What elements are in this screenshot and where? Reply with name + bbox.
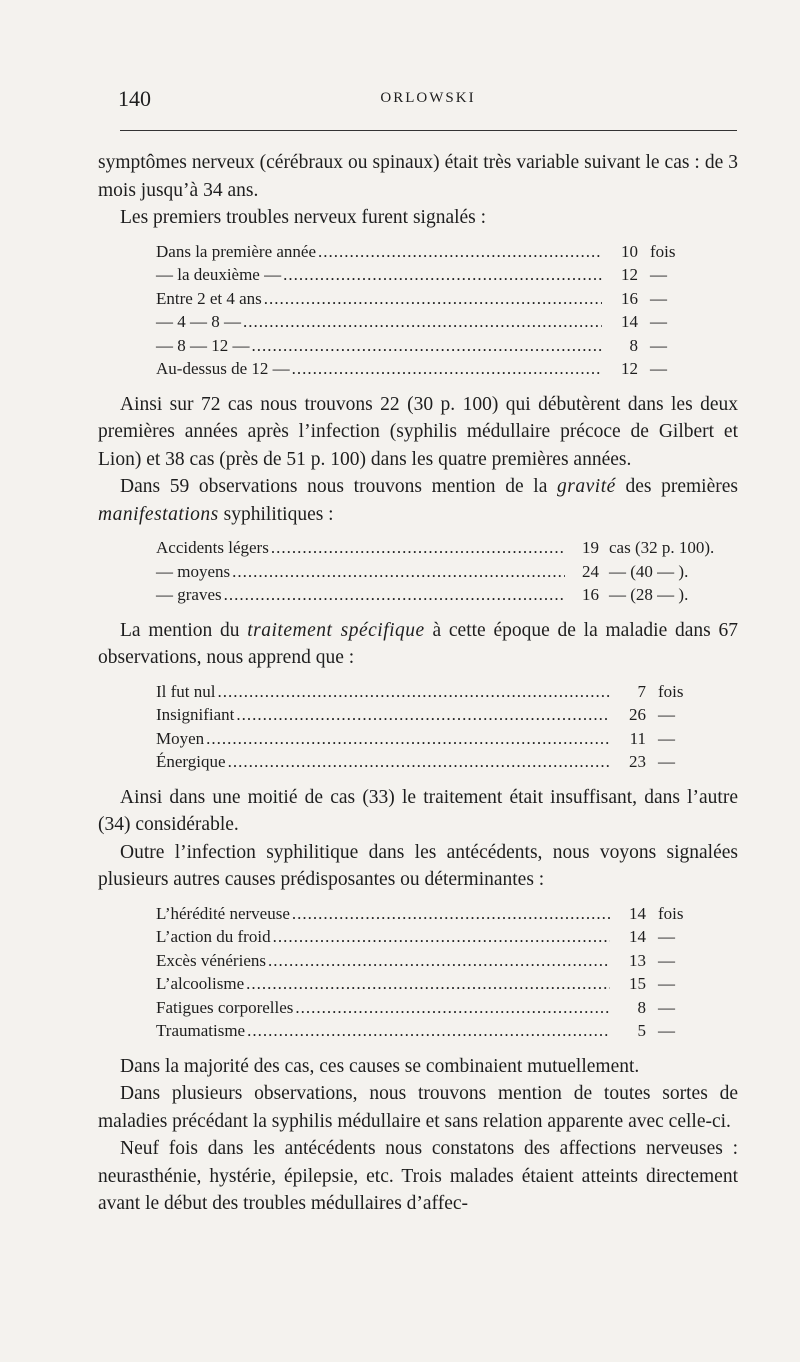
severity-table <box>98 536 741 607</box>
row-unit: — <box>658 927 675 946</box>
row-value: 8 <box>637 997 646 1017</box>
row-label: Fatigues corporelles <box>156 997 294 1017</box>
page-number: 140 <box>118 86 151 111</box>
paragraph-10: Neuf fois dans les antécédents nous constatons des affections nerveuses : neurasthénie, hystérie, épilepsie, etc. Trois malades étaient atteints directement avant le début des troubles médullaires d’affec- <box>98 1138 738 1214</box>
table-row <box>156 750 704 774</box>
row-value: 11 <box>629 728 646 748</box>
paragraph-4 <box>98 473 738 528</box>
row-unit: — <box>658 728 675 748</box>
row-value: 19 <box>582 538 599 557</box>
dot-leader <box>264 287 602 311</box>
row-value: 14 <box>629 927 646 946</box>
row-value: 16 <box>582 585 599 604</box>
paragraph-8: Dans la majorité des cas, ces causes se combinaient mutuellement. <box>120 1055 640 1077</box>
p4-text-a: Dans 59 observations nous trouvons mention de la <box>120 476 558 497</box>
table-row <box>156 1019 704 1043</box>
dot-leader <box>252 334 603 358</box>
dot-leader <box>318 240 602 264</box>
row-unit: fois <box>650 241 676 261</box>
row-unit: — <box>658 752 675 771</box>
causes-table <box>98 902 704 1043</box>
row-value: 26 <box>629 705 646 724</box>
paragraph-7: Outre l’infection syphilitique dans les antécédents, nous voyons signalées plusieurs autres causes prédisposantes ou déterminantes : <box>98 841 738 890</box>
row-value: 15 <box>629 974 646 993</box>
paragraph-2: Les premiers troubles nerveux furent signalés : <box>120 207 487 228</box>
row-unit: fois <box>658 681 684 701</box>
row-unit: — <box>650 359 667 378</box>
table-row <box>156 263 696 287</box>
row-label: Moyen <box>156 728 205 748</box>
page-body <box>98 149 738 1218</box>
row-unit: — <box>650 312 667 331</box>
table-row <box>156 560 741 584</box>
row-value: 16 <box>621 288 638 308</box>
row-unit: — (28 — ). <box>609 585 689 604</box>
row-unit: fois <box>658 903 684 923</box>
row-label: L’hérédité nerveuse <box>156 903 290 923</box>
row-label: Il fut nul <box>156 681 216 701</box>
dot-leader <box>283 263 602 287</box>
row-value: 24 <box>582 561 599 581</box>
row-unit: — <box>658 705 675 724</box>
p4-emphasis-gravite: gravité <box>557 476 616 497</box>
row-value: 12 <box>621 265 638 284</box>
dot-leader <box>228 750 610 774</box>
row-unit: — <box>650 335 667 355</box>
row-label: — graves <box>156 585 222 604</box>
dot-leader <box>232 560 565 584</box>
table-row <box>156 357 696 381</box>
row-label: Excès vénériens <box>156 950 266 970</box>
dot-leader <box>292 902 610 926</box>
paragraph-9: Dans plusieurs observations, nous trouvons mention de toutes sortes de maladies précédant la syphilis médullaire et sans relation apparente avec celle-ci. <box>98 1083 738 1132</box>
onset-table <box>98 240 696 381</box>
row-label: — 8 — 12 — <box>156 335 250 355</box>
dot-leader <box>206 727 610 751</box>
table-row <box>156 727 704 751</box>
dot-leader <box>273 925 610 949</box>
table-row <box>156 680 704 704</box>
row-value: 5 <box>637 1021 646 1040</box>
row-unit: — <box>658 974 675 993</box>
row-label: — 4 — 8 — <box>156 312 241 331</box>
p4-text-b: des premières <box>615 476 738 497</box>
row-label: Dans la première année <box>156 241 316 261</box>
dot-leader <box>268 949 610 973</box>
paragraph-3: Ainsi sur 72 cas nous trouvons 22 (30 p. 100) qui débutèrent dans les deux premières années après l’infection (syphilis médullaire précoce de Gilbert et Lion) et 38 cas (près de 51 p. 100) dans les quatre premières années. <box>98 393 738 470</box>
table-row <box>156 972 704 996</box>
dot-leader <box>224 583 565 607</box>
row-label: — la deuxième — <box>156 265 282 284</box>
table-row <box>156 287 696 311</box>
dot-leader <box>295 996 610 1020</box>
row-unit: — <box>650 288 667 308</box>
paragraph-5 <box>98 617 738 672</box>
running-title: ORLOWSKI <box>380 90 476 106</box>
row-label: — moyens <box>156 561 231 581</box>
table-row <box>156 240 696 264</box>
dot-leader <box>218 680 611 704</box>
table-row <box>156 949 704 973</box>
row-label: L’alcoolisme <box>156 974 245 993</box>
row-value: 23 <box>629 752 646 771</box>
table-row <box>156 310 696 334</box>
p5-emphasis-traitement: traitement spécifique <box>247 619 425 641</box>
row-value: 14 <box>621 312 638 331</box>
dot-leader <box>292 357 602 381</box>
row-value: 14 <box>629 903 646 923</box>
p5-text-a: La mention du <box>120 619 248 641</box>
row-label: Énergique <box>156 752 226 771</box>
table-row <box>156 334 696 358</box>
row-unit: — (40 — ). <box>609 561 689 581</box>
table-row <box>156 902 704 926</box>
row-value: 13 <box>629 950 646 970</box>
table-row <box>156 583 741 607</box>
header-rule <box>120 130 737 131</box>
row-value: 7 <box>637 681 646 701</box>
row-label: L’action du froid <box>156 927 271 946</box>
row-label: Traumatisme <box>156 1021 246 1040</box>
row-value: 8 <box>629 335 638 355</box>
row-unit: — <box>650 265 667 284</box>
paragraph-1: symptômes nerveux (cérébraux ou spinaux) était très variable suivant le cas : de 3 mois jusqu’à 34 ans. <box>98 152 738 201</box>
row-unit: — <box>658 1021 675 1040</box>
row-label: Entre 2 et 4 ans <box>156 288 262 308</box>
p5-text-b: à cette époque de la maladie dans 67 observations, nous apprend que : <box>98 619 738 668</box>
dot-leader <box>246 972 610 996</box>
dot-leader <box>271 536 565 560</box>
row-label: Accidents légers <box>156 538 269 557</box>
row-unit: — <box>658 950 675 970</box>
treatment-table <box>98 680 704 774</box>
row-unit: — <box>658 997 675 1017</box>
dot-leader <box>243 310 602 334</box>
row-value: 10 <box>621 241 638 261</box>
paragraph-6: Ainsi dans une moitié de cas (33) le traitement était insuffisant, dans l’autre (34) considérable. <box>98 786 738 835</box>
row-label: Au-dessus de 12 — <box>156 359 290 378</box>
dot-leader <box>247 1019 610 1043</box>
dot-leader <box>236 703 610 727</box>
table-row <box>156 536 741 560</box>
page-header <box>118 86 738 118</box>
table-row <box>156 703 704 727</box>
row-value: 12 <box>621 359 638 378</box>
row-label: Insignifiant <box>156 705 235 724</box>
p4-emphasis-manifestations: manifestations <box>98 503 219 525</box>
row-unit: cas (32 p. 100). <box>609 538 715 557</box>
table-row <box>156 996 704 1020</box>
p4-text-c: syphilitiques : <box>218 503 334 525</box>
table-row <box>156 925 704 949</box>
